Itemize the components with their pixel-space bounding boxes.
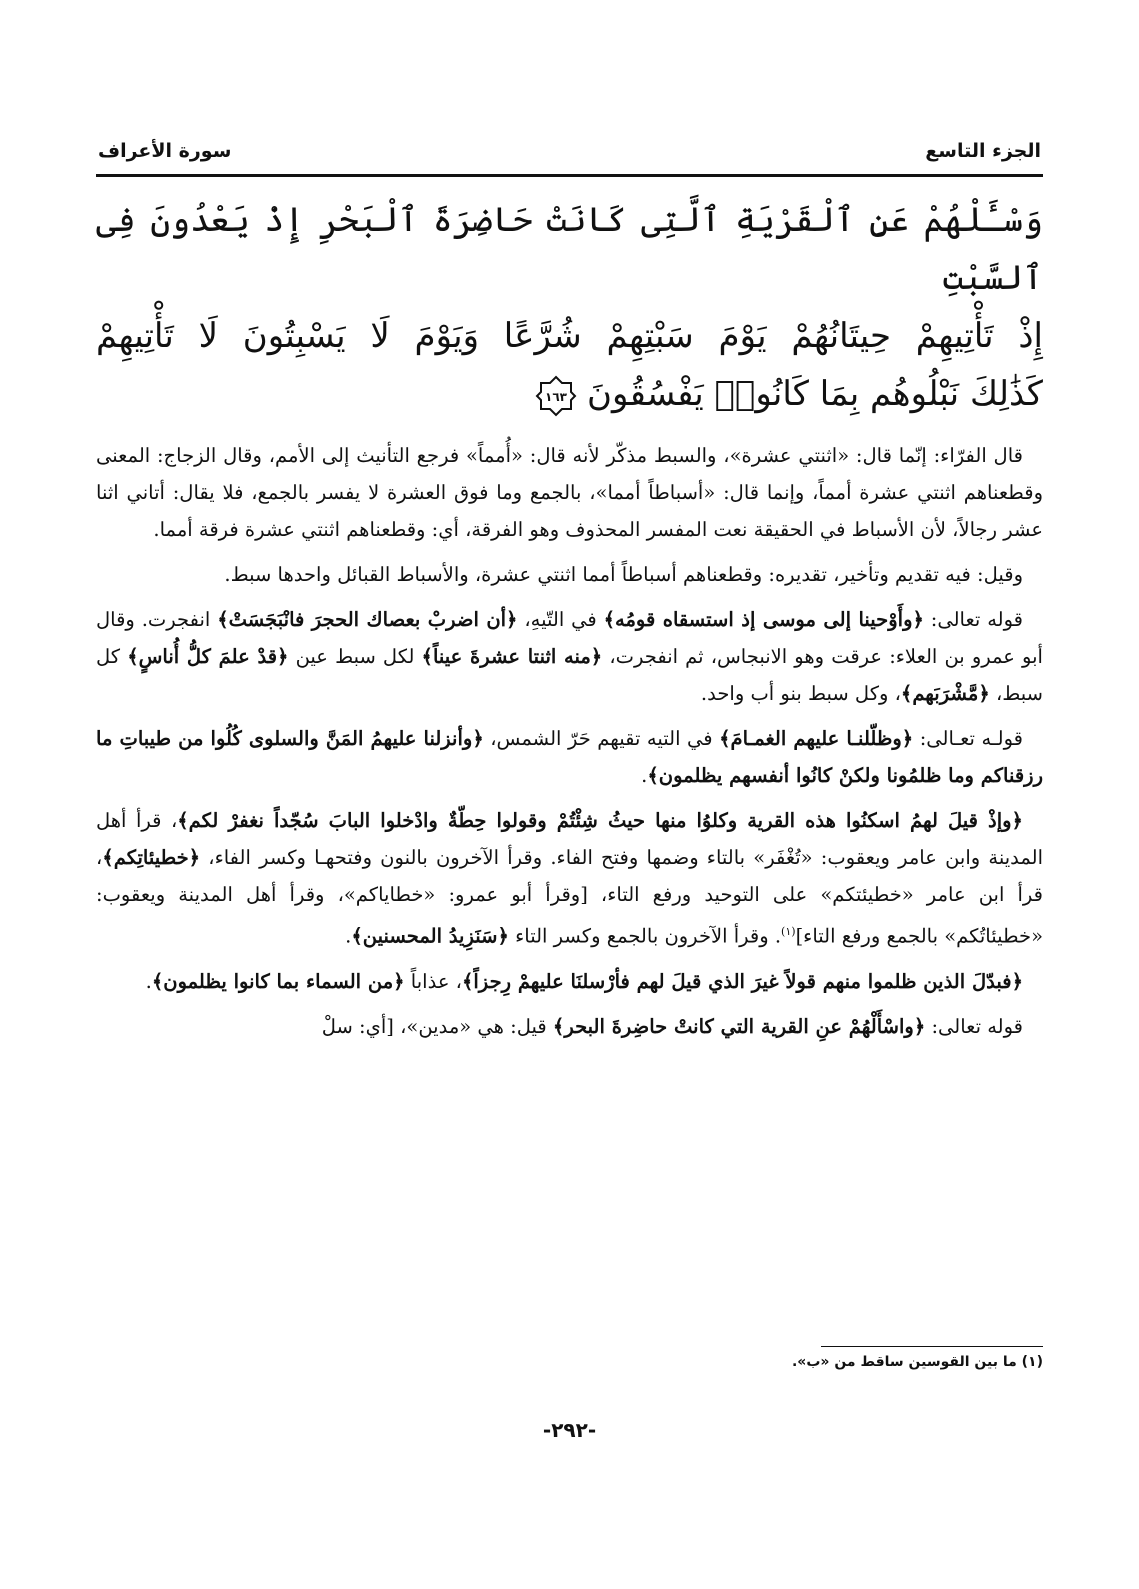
quran-quote: ﴿فبدّلَ الذين ظلموا منهم قولاً غيرَ الذي قيلَ لهم فأرْسلنَا عليهمْ رِجزاً﴾ <box>461 969 1023 993</box>
quran-quote: ﴿سَنَزِيدُ المحسنين﴾ <box>351 924 509 948</box>
page-number: -٢٩٢- <box>542 1418 597 1442</box>
verse-line-1: وَسْـَٔلْهُمْ عَنِ ٱلْقَرْيَةِ ٱلَّتِى كَانَتْ حَاضِرَةَ ٱلْبَحْرِ إِذْ يَعْدُونَ فِى ٱلسَّبْتِ <box>96 200 1043 298</box>
quran-quote: ﴿وأَوْحينا إلى موسى إذ استسقاه قومُه﴾ <box>603 608 924 631</box>
footnote: (١) ما بين القوسين ساقط من «ب». <box>791 1354 1043 1370</box>
paragraph-7 <box>96 1008 1043 1045</box>
quran-quote: ﴿من السماء بما كانوا يظلمون﴾ <box>151 969 405 993</box>
quran-quote: ﴿خطيئاتِكم﴾ <box>102 846 201 869</box>
text: . وقرأ الآخرون بالجمع وكسر التاء <box>508 924 782 948</box>
paragraph-4 <box>96 720 1043 794</box>
paragraph-2: وقيل: فيه تقديم وتأخير، تقديره: وقطعناهم أسباطاً أمما اثنتي عشرة، والأسباط القبائل واحدها سبط. <box>224 563 1023 586</box>
text: في التيه تقيهم حَرّ الشمس، <box>483 727 720 750</box>
ayah-number: ١٦٣ <box>545 390 568 404</box>
quran-quote: ﴿قدْ علمَ كلُّ أُناسٍ﴾ <box>127 645 289 668</box>
paragraph-1: قال الفرّاء: إنّما قال: «اثنتي عشرة»، والسبط مذكّر لأنه قال: «أُمماً» فرجع التأنيث إلى الأمم، وقال الزجاج: المعنى وقطعناهم اثنتي عشرة أمماً، وإنما قال: «أسباطاً أمما»، بالجمع وما فوق العشرة لا يفسر بالجمع، فلا يقال: أتاني اثنا عشر رجالاً، لأن الأسباط في الحقيقة نعت المفسر المحذوف وهو الفرقة، أي: وقطعناهم اثنتي عشرة فرقة أمما. <box>96 444 1043 541</box>
text: . <box>641 764 648 787</box>
text: ، قرأ أهل المدينة وابن عامر ويعقوب: «تُغْفَر» بالتاء وضمها وفتح الفاء. وقرأ الآخرون بالنون وفتحهـا وكسر الفاء، <box>96 809 1043 869</box>
quran-quote: ﴿وأنزلنا عليهمُ المَنَّ والسلوى كُلُوا من طيباتِ ما رزقناكم وما ظلمُونا ولكنْ كانُوا أنفسهم يظلمون﴾ <box>96 727 1043 787</box>
commentary <box>96 437 1043 1045</box>
page <box>96 128 1043 1448</box>
paragraph-3 <box>96 601 1043 712</box>
text: قولـه تعـالى: <box>913 727 1023 750</box>
text: ، وكل سبط بنو أب واحد. <box>700 682 901 705</box>
quran-quote: ﴿أن اضربْ بعصاك الحجرَ فانْبَجَسَتْ﴾ <box>217 608 518 631</box>
verse-line-3-text: كَذَٰلِكَ نَبْلُوهُم بِمَا كَانُوا۟ يَفْسُقُونَ <box>587 374 1043 414</box>
footnote-divider <box>821 1346 1043 1347</box>
quran-verse <box>96 191 1043 423</box>
juz-title: الجزء التاسع <box>925 140 1041 162</box>
quran-quote: ﴿مَّشْرَبَهم﴾ <box>900 682 990 705</box>
text: ، عذاباً <box>404 969 462 993</box>
paragraph-5 <box>96 802 1043 955</box>
quran-quote: ﴿واسْأَلْهُمْ عنِ القرية التي كانتْ حاضِرةَ البحر﴾ <box>552 1014 926 1038</box>
paragraph-6 <box>96 963 1043 1000</box>
footnote-marker: (١) <box>781 925 796 938</box>
page-header <box>96 128 1043 177</box>
text: . <box>345 924 352 948</box>
surah-title: سورة الأعراف <box>98 140 232 162</box>
text: لكل سبط عين <box>288 645 422 668</box>
quran-quote: ﴿منه اثنتا عشرةَ عيناً﴾ <box>421 645 603 668</box>
text: ، قرأ ابن عامر «خطيئتكم» على التوحيد ورفع التاء، [وقرأ أبو عمرو: «خطاياكم»، وقرأ أهل المدينة ويعقوب: «خطيئاتُكم» بالجمع ورفع التاء] <box>96 846 1043 948</box>
text: قوله تعالى: <box>925 1014 1023 1038</box>
text: . <box>145 969 152 993</box>
quran-quote: ﴿وإذْ قيلَ لهمُ اسكنُوا هذه القرية وكلوُا منها حيثُ شِئْتُمْ وقولوا حِطّةٌ وادْخلوا البابَ سُجّداً نغفرْ لكم﴾ <box>177 809 1023 832</box>
quran-quote: ﴿وظلّلنـا عليهم الغمـامَ﴾ <box>719 727 914 750</box>
text: في التّيهِ، <box>517 608 604 631</box>
ayah-number-ornament <box>535 375 577 417</box>
text: كل سبط، <box>96 645 1043 705</box>
verse-line-2: إِذْ تَأْتِيهِمْ حِيتَانُهُمْ يَوْمَ سَبْتِهِمْ شُرَّعًا وَيَوْمَ لَا يَسْبِتُونَ لَا تَأْتِيهِمْ <box>96 316 1043 356</box>
verse-line-3 <box>96 365 1043 423</box>
text: قوله تعالى: <box>923 608 1023 631</box>
text: انفجرت. وقال أبو عمرو بن العلاء: عرقت وهو الانبجاس، ثم انفجرت، <box>96 608 1043 668</box>
text: قيل: هي «مدين»، [أي: سلْ <box>321 1014 553 1038</box>
